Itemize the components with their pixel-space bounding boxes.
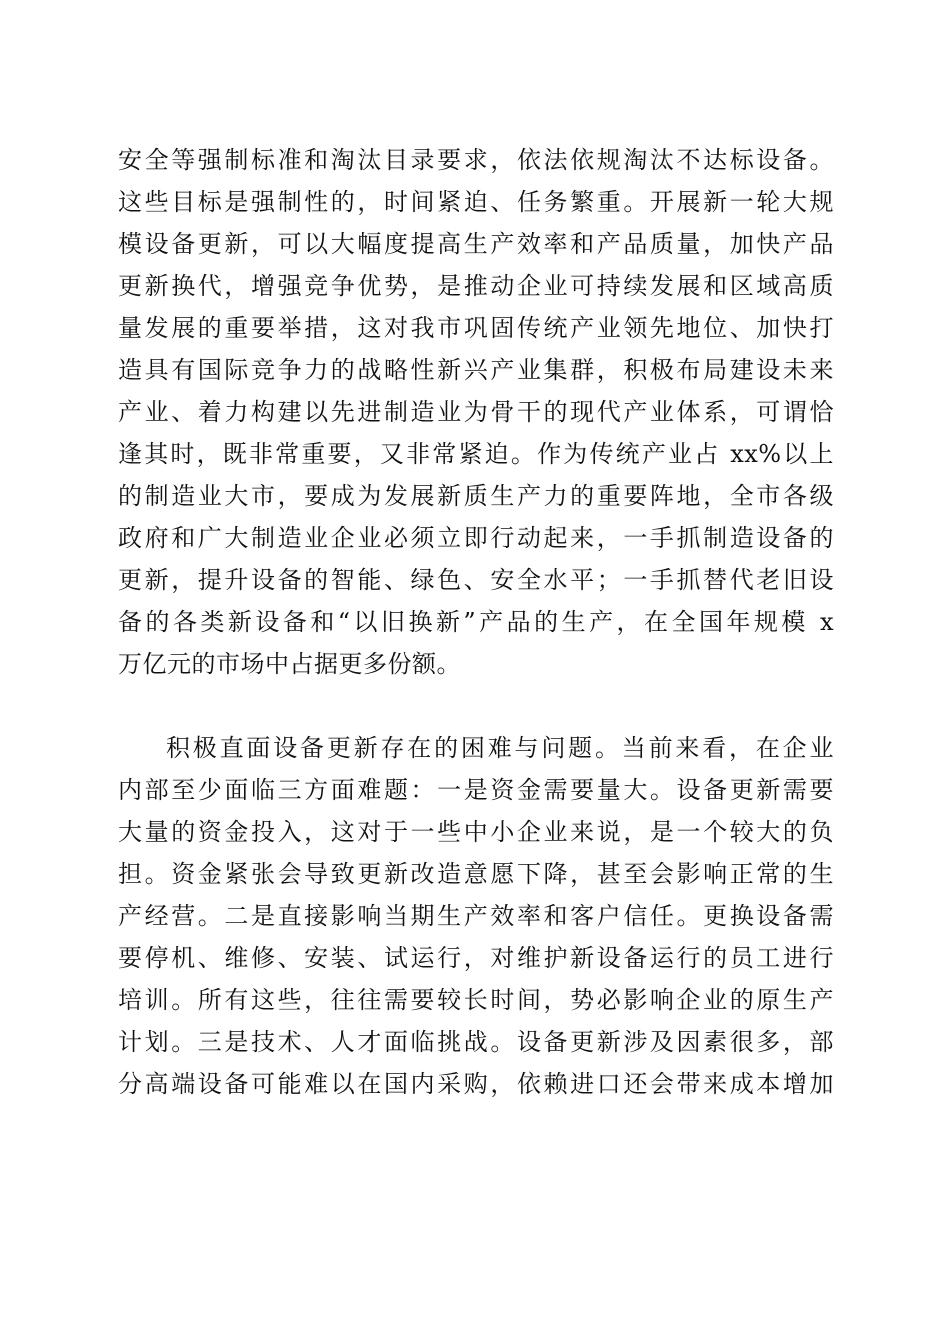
paragraph-1	[118, 139, 834, 685]
paragraph-1-line: 安全等强制标准和淘汰目录要求，依法依规淘汰不达标设备。	[118, 146, 834, 174]
paragraph-1-line: 量发展的重要举措，这对我市巩固传统产业领先地位、加快打	[118, 314, 834, 342]
paragraph-1-line: 产业、着力构建以先进制造业为骨干的现代产业体系，可谓恰	[118, 398, 834, 426]
paragraph-2-line: 要停机、维修、安装、试运行，对维护新设备运行的员工进行	[118, 944, 834, 972]
paragraph-1-line: 政府和广大制造业企业必须立即行动起来，一手抓制造设备的	[118, 524, 834, 552]
paragraph-2-line: 计划。三是技术、人才面临挑战。设备更新涉及因素很多，部	[118, 1028, 834, 1056]
paragraph-1-line: 万亿元的市场中占据更多份额。	[118, 650, 461, 678]
paragraph-1-line: 造具有国际竞争力的战略性新兴产业集群，积极布局建设未来	[118, 356, 834, 384]
paragraph-1-line: 更新换代，增强竞争优势，是推动企业可持续发展和区域高质	[118, 272, 834, 300]
paragraph-1-line: 备的各类新设备和“以旧换新”产品的生产，在全国年规模 x	[118, 608, 834, 636]
paragraph-2-line: 积极直面设备更新存在的困难与问题。当前来看，在企业	[166, 734, 834, 762]
paragraph-1-line: 这些目标是强制性的，时间紧迫、任务繁重。开展新一轮大规	[118, 188, 834, 216]
paragraph-2-line: 担。资金紧张会导致更新改造意愿下降，甚至会影响正常的生	[118, 860, 834, 888]
paragraph-1-line: 更新，提升设备的智能、绿色、安全水平；一手抓替代老旧设	[118, 566, 834, 594]
paragraph-2-line: 培训。所有这些，往往需要较长时间，势必影响企业的原生产	[118, 986, 834, 1014]
paragraph-2-line: 产经营。二是直接影响当期生产效率和客户信任。更换设备需	[118, 902, 834, 930]
paragraph-1-line: 的制造业大市，要成为发展新质生产力的重要阵地，全市各级	[118, 482, 834, 510]
paragraph-2-line: 内部至少面临三方面难题：一是资金需要量大。设备更新需要	[118, 776, 834, 804]
paragraph-1-line: 逢其时，既非常重要，又非常紧迫。作为传统产业占 xx%以上	[118, 440, 834, 468]
paragraph-2-line: 分高端设备可能难以在国内采购，依赖进口还会带来成本增加	[118, 1070, 834, 1098]
paragraph-1-line: 模设备更新，可以大幅度提高生产效率和产品质量，加快产品	[118, 230, 834, 258]
paragraph-2-line: 大量的资金投入，这对于一些中小企业来说，是一个较大的负	[118, 818, 834, 846]
paragraph-2	[118, 727, 834, 1105]
